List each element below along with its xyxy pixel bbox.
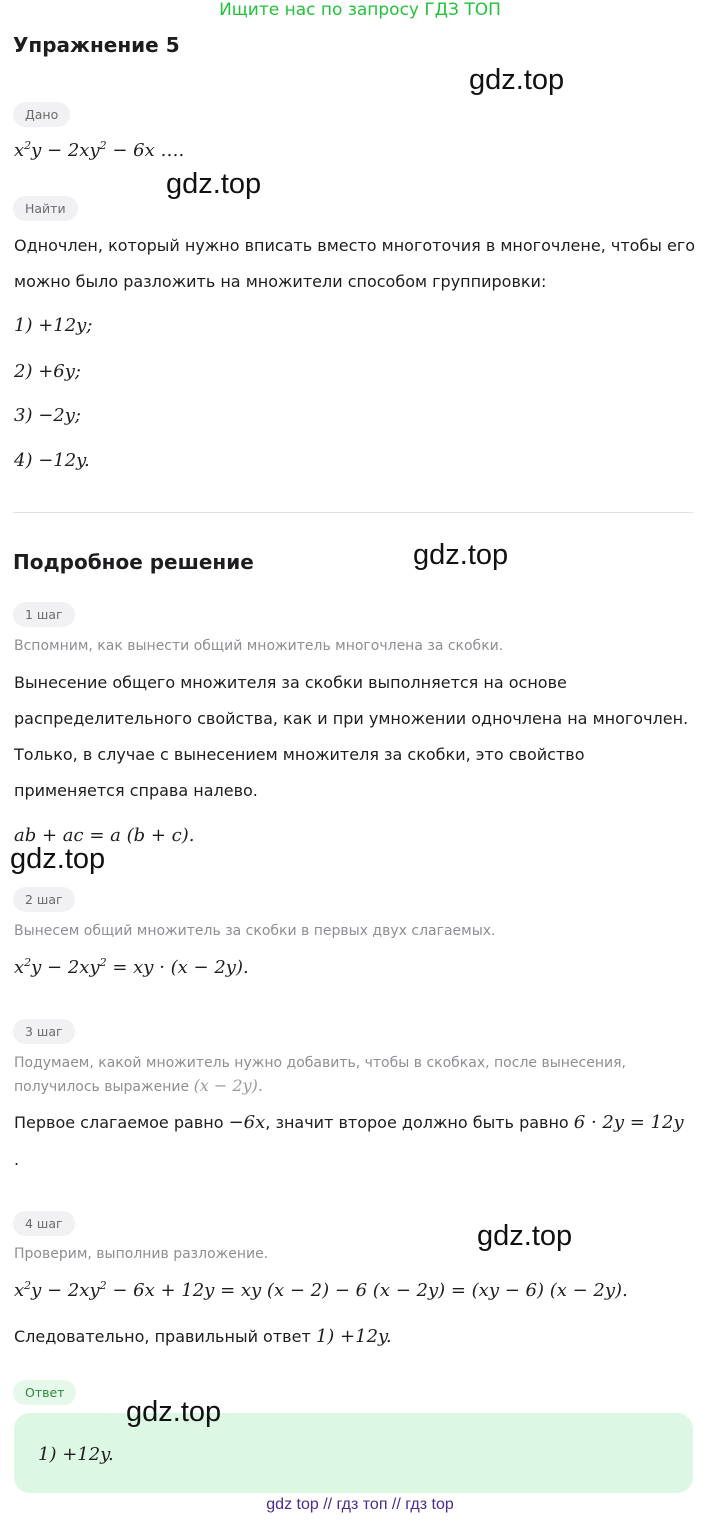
watermark: gdz.top: [126, 1396, 222, 1428]
step-chip: 4 шаг: [13, 1211, 75, 1236]
step-3-text-part: , значит второе должно быть равно: [265, 1113, 569, 1132]
step-2-label: [13, 887, 75, 912]
footer-links[interactable]: gdz top // гдз топ // гдз top: [266, 1496, 454, 1513]
solution-title: Подробное решение: [13, 550, 254, 574]
given-expr-part: y − 2xy: [31, 140, 100, 161]
watermark: gdz.top: [469, 64, 565, 96]
step-1-label: [13, 602, 75, 627]
given-label: [13, 102, 70, 127]
step-1-text-line: Только, в случае с вынесением множителя за скобки, это свойство: [14, 745, 585, 764]
given-chip: Дано: [13, 102, 70, 127]
given-expression: [14, 140, 184, 161]
step-3-text-part: Первое слагаемое равно: [14, 1113, 224, 1132]
step-1-formula: ab + ac = a (b + c).: [14, 825, 195, 846]
formula-sup: 2: [99, 1279, 107, 1292]
formula-part: − 6x + 12y = xy (x − 2) − 6 (x − 2y) = (xy − 6) (x − 2y).: [106, 1280, 628, 1301]
conclusion-part: Следовательно, правильный ответ: [14, 1327, 311, 1346]
find-chip: Найти: [13, 196, 78, 221]
answer-box: [14, 1413, 693, 1493]
given-expr-part: x: [14, 140, 25, 161]
step-1-text-line: Вынесение общего множителя за скобки выполняется на основе: [14, 673, 567, 692]
step-3-expr: −6x: [228, 1112, 266, 1133]
find-text-line: Одночлен, который нужно вписать вместо многоточия в многочлене, чтобы его: [14, 236, 696, 255]
section-divider: [13, 512, 693, 513]
step-chip: 1 шаг: [13, 602, 75, 627]
step-3-text: [14, 1112, 684, 1133]
step-3-label: [13, 1019, 75, 1044]
answer-chip: Ответ: [13, 1380, 76, 1405]
step-1-text-line: распределительного свойства, как и при умножении одночлена на многочлен.: [14, 709, 689, 728]
step-3-expr: 6 · 2y = 12y: [573, 1112, 684, 1133]
formula-part: y − 2xy: [31, 1280, 100, 1301]
search-banner: Ищите нас по запросу ГДЗ ТОП: [219, 0, 501, 20]
hint-text: получилось выражение: [14, 1079, 190, 1095]
find-label: [13, 196, 78, 221]
step-3-hint-line: [14, 1076, 263, 1095]
formula-sup: 2: [24, 956, 32, 969]
step-2-hint: Вынесем общий множитель за скобки в первых двух слагаемых.: [14, 923, 496, 939]
conclusion-text: [14, 1326, 392, 1347]
watermark: gdz.top: [166, 168, 262, 200]
given-expr-sup: 2: [99, 139, 107, 152]
formula-part: = xy · (x − 2y).: [106, 957, 249, 978]
step-chip: 2 шаг: [13, 887, 75, 912]
step-3-hint-line: Подумаем, какой множитель нужно добавить, чтобы в скобках, после вынесения,: [14, 1055, 626, 1071]
step-3-text-end: .: [14, 1150, 20, 1169]
step-chip: 3 шаг: [13, 1019, 75, 1044]
step-1-text-line: применяется справа налево.: [14, 781, 258, 800]
formula-part: x: [14, 957, 25, 978]
step-1-hint: Вспомним, как вынести общий множитель многочлена за скобки.: [14, 638, 504, 654]
watermark: gdz.top: [10, 843, 106, 875]
formula-part: x: [14, 1280, 25, 1301]
hint-expression: (x − 2y).: [193, 1076, 263, 1095]
given-expr-sup: 2: [24, 139, 32, 152]
option-2: 2) +6y;: [14, 361, 81, 382]
conclusion-expr: 1) +12y.: [315, 1326, 392, 1347]
watermark: gdz.top: [413, 539, 509, 571]
step-4-hint: Проверим, выполнив разложение.: [14, 1246, 269, 1262]
formula-sup: 2: [24, 1279, 32, 1292]
answer-label: [13, 1380, 76, 1405]
option-3: 3) −2y;: [14, 405, 81, 426]
step-4-label: [13, 1211, 75, 1236]
watermark: gdz.top: [477, 1220, 573, 1252]
exercise-title: Упражнение 5: [13, 33, 180, 57]
find-text-line: можно было разложить на множители способом группировки:: [14, 272, 547, 291]
option-1: 1) +12y;: [14, 315, 93, 336]
answer-value: 1) +12y.: [38, 1444, 114, 1465]
given-expr-part: − 6x ….: [106, 140, 185, 161]
step-4-formula: [14, 1280, 628, 1301]
option-4: 4) −12y.: [14, 450, 90, 471]
step-2-formula: [14, 957, 249, 978]
formula-sup: 2: [99, 956, 107, 969]
formula-part: y − 2xy: [31, 957, 100, 978]
